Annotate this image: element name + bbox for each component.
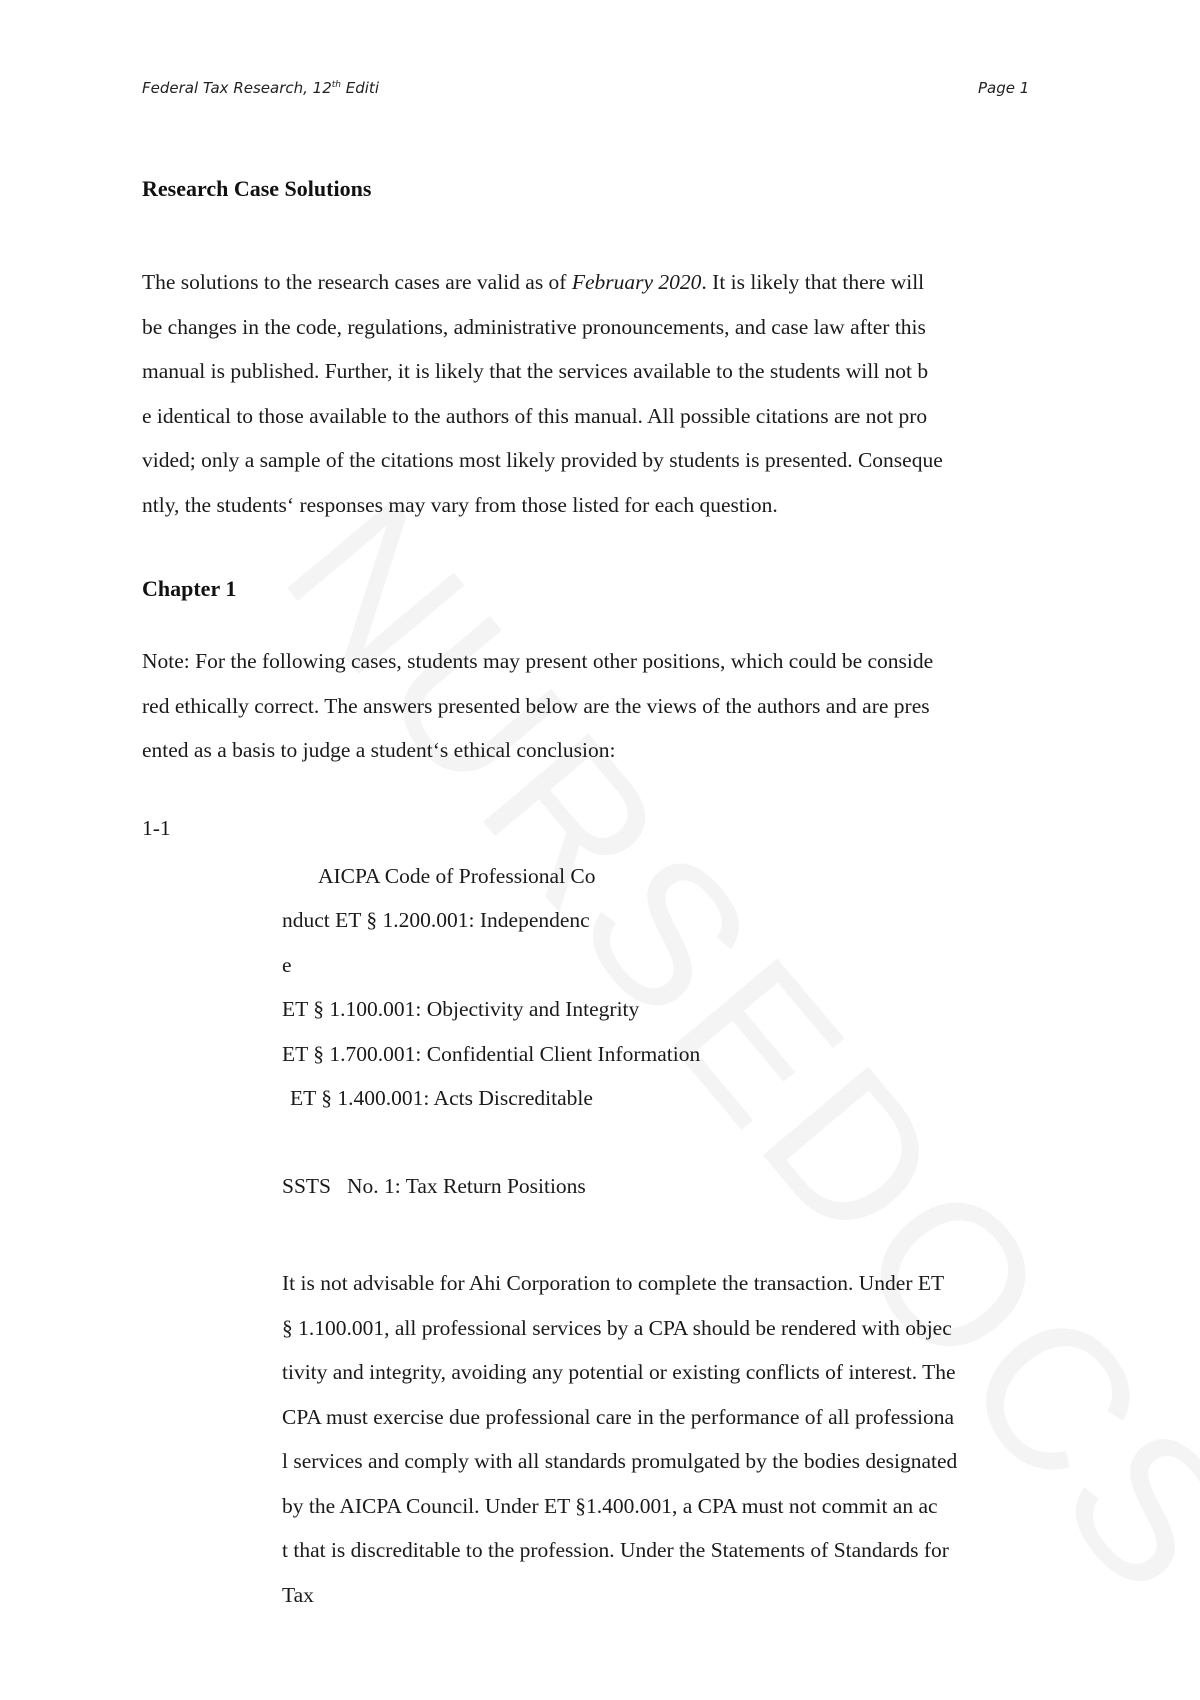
intro-line-text: . It is likely that there will: [701, 270, 925, 294]
section-title: Research Case Solutions: [142, 176, 372, 201]
citation-line: ET § 1.700.001: Confidential Client Information: [282, 1042, 701, 1066]
running-head-title-suffix: Editi: [341, 79, 379, 97]
intro-line-text: The solutions to the research cases are valid as of: [142, 270, 572, 294]
ssts-text: No. 1: Tax Return Positions: [347, 1174, 586, 1198]
intro-date-emphasis: February 2020: [571, 270, 702, 294]
intro-paragraph: [142, 260, 943, 527]
intro-line: vided; only a sample of the citations most likely provided by students is presented. Conseque: [142, 448, 943, 472]
chapter-title: Chapter 1: [142, 576, 237, 601]
case-answer-paragraph: [282, 1261, 957, 1617]
note-line: red ethically correct. The answers presented below are the views of the authors and are pres: [142, 693, 930, 718]
answer-line: l services and comply with all standards promulgated by the bodies designated: [282, 1449, 958, 1473]
page-number: Page 1: [978, 79, 1030, 97]
citation-line: AICPA Code of Professional Co: [318, 864, 596, 888]
case-number: 1-1: [142, 816, 171, 840]
answer-line: t that is discreditable to the profession. Under the Statements of Standards for: [282, 1538, 949, 1562]
intro-line: be changes in the code, regulations, administrative pronouncements, and case law after this: [142, 314, 926, 339]
intro-line: ntly, the students‘ responses may vary from those listed for each question.: [142, 492, 778, 517]
ssts-citation: [282, 1174, 586, 1199]
intro-line: e identical to those available to the authors of this manual. All possible citations are not pro: [142, 403, 928, 428]
note-line: ented as a basis to judge a student‘s ethical conclusion:: [142, 738, 616, 762]
chapter-note: [142, 639, 933, 773]
running-head-title-sup: th: [331, 80, 341, 90]
answer-line: It is not advisable for Ahi Corporation to complete the transaction. Under ET: [282, 1271, 945, 1295]
intro-line: manual is published. Further, it is likely that the services available to the students will not b: [142, 359, 929, 383]
running-head-title-text: Federal Tax Research, 12: [142, 79, 332, 97]
note-line: Note: For the following cases, students may present other positions, which could be conside: [142, 649, 934, 673]
citation-line: e: [282, 953, 292, 977]
citation-line: nduct ET § 1.200.001: Independenc: [282, 908, 590, 932]
answer-line: tivity and integrity, avoiding any potential or existing conflicts of interest. The: [282, 1360, 956, 1384]
answer-line: by the AICPA Council. Under ET §1.400.001, a CPA must not commit an ac: [282, 1493, 938, 1518]
citation-line: ET § 1.400.001: Acts Discreditable: [290, 1086, 593, 1110]
running-head-title: [142, 79, 379, 97]
intro-line: [142, 260, 943, 305]
answer-line: § 1.100.001, all professional services by a CPA should be rendered with objec: [282, 1315, 952, 1340]
ssts-label: SSTS: [282, 1174, 332, 1198]
citation-line: ET § 1.100.001: Objectivity and Integrity: [282, 997, 640, 1021]
answer-line: Tax: [282, 1582, 314, 1607]
answer-line: CPA must exercise due professional care in the performance of all professiona: [282, 1404, 955, 1429]
